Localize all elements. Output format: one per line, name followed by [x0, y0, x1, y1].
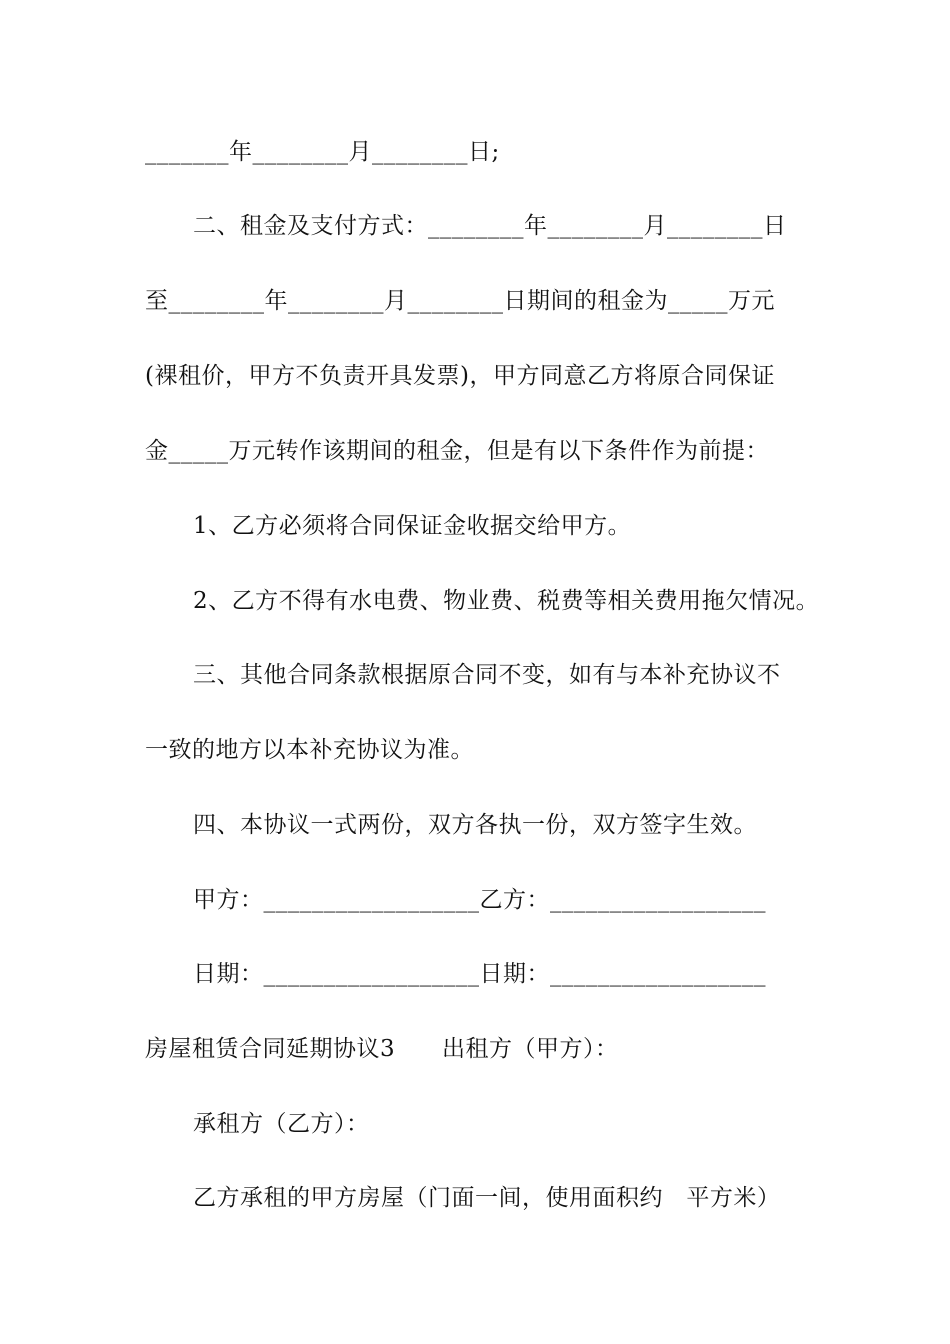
party-signature-line: 甲方：__________________乙方：__________________ — [193, 887, 766, 913]
clause-2-heading: 二、租金及支付方式：________年________月________日 — [193, 213, 787, 239]
clause-2-deposit: 金_____万元转作该期间的租金，但是有以下条件作为前提： — [145, 438, 769, 464]
date-line: _______年________月________日; — [145, 139, 500, 165]
date-signature-line: 日期：__________________日期：__________________ — [193, 961, 766, 987]
clause-2-invoice-note: (裸租价，甲方不负责开具发票)，甲方同意乙方将原合同保证 — [145, 363, 775, 389]
premises-description: 乙方承租的甲方房屋（门面一间，使用面积约 平方米） — [193, 1185, 781, 1211]
condition-1: 1、乙方必须将合同保证金收据交给甲方。 — [193, 513, 632, 539]
clause-3: 三、其他合同条款根据原合同不变，如有与本补充协议不 — [193, 662, 781, 688]
lessee-line: 承租方（乙方）： — [193, 1111, 370, 1137]
condition-2: 2、乙方不得有水电费、物业费、税费等相关费用拖欠情况。 — [193, 588, 820, 614]
clause-4: 四、本协议一式两份，双方各执一份，双方签字生效。 — [193, 812, 757, 838]
clause-2-period: 至________年________月________日期间的租金为_____万元 — [145, 288, 775, 314]
agreement-3-title: 房屋租赁合同延期协议3 出租方（甲方）： — [145, 1036, 619, 1062]
clause-3-continued: 一致的地方以本补充协议为准。 — [145, 737, 474, 763]
